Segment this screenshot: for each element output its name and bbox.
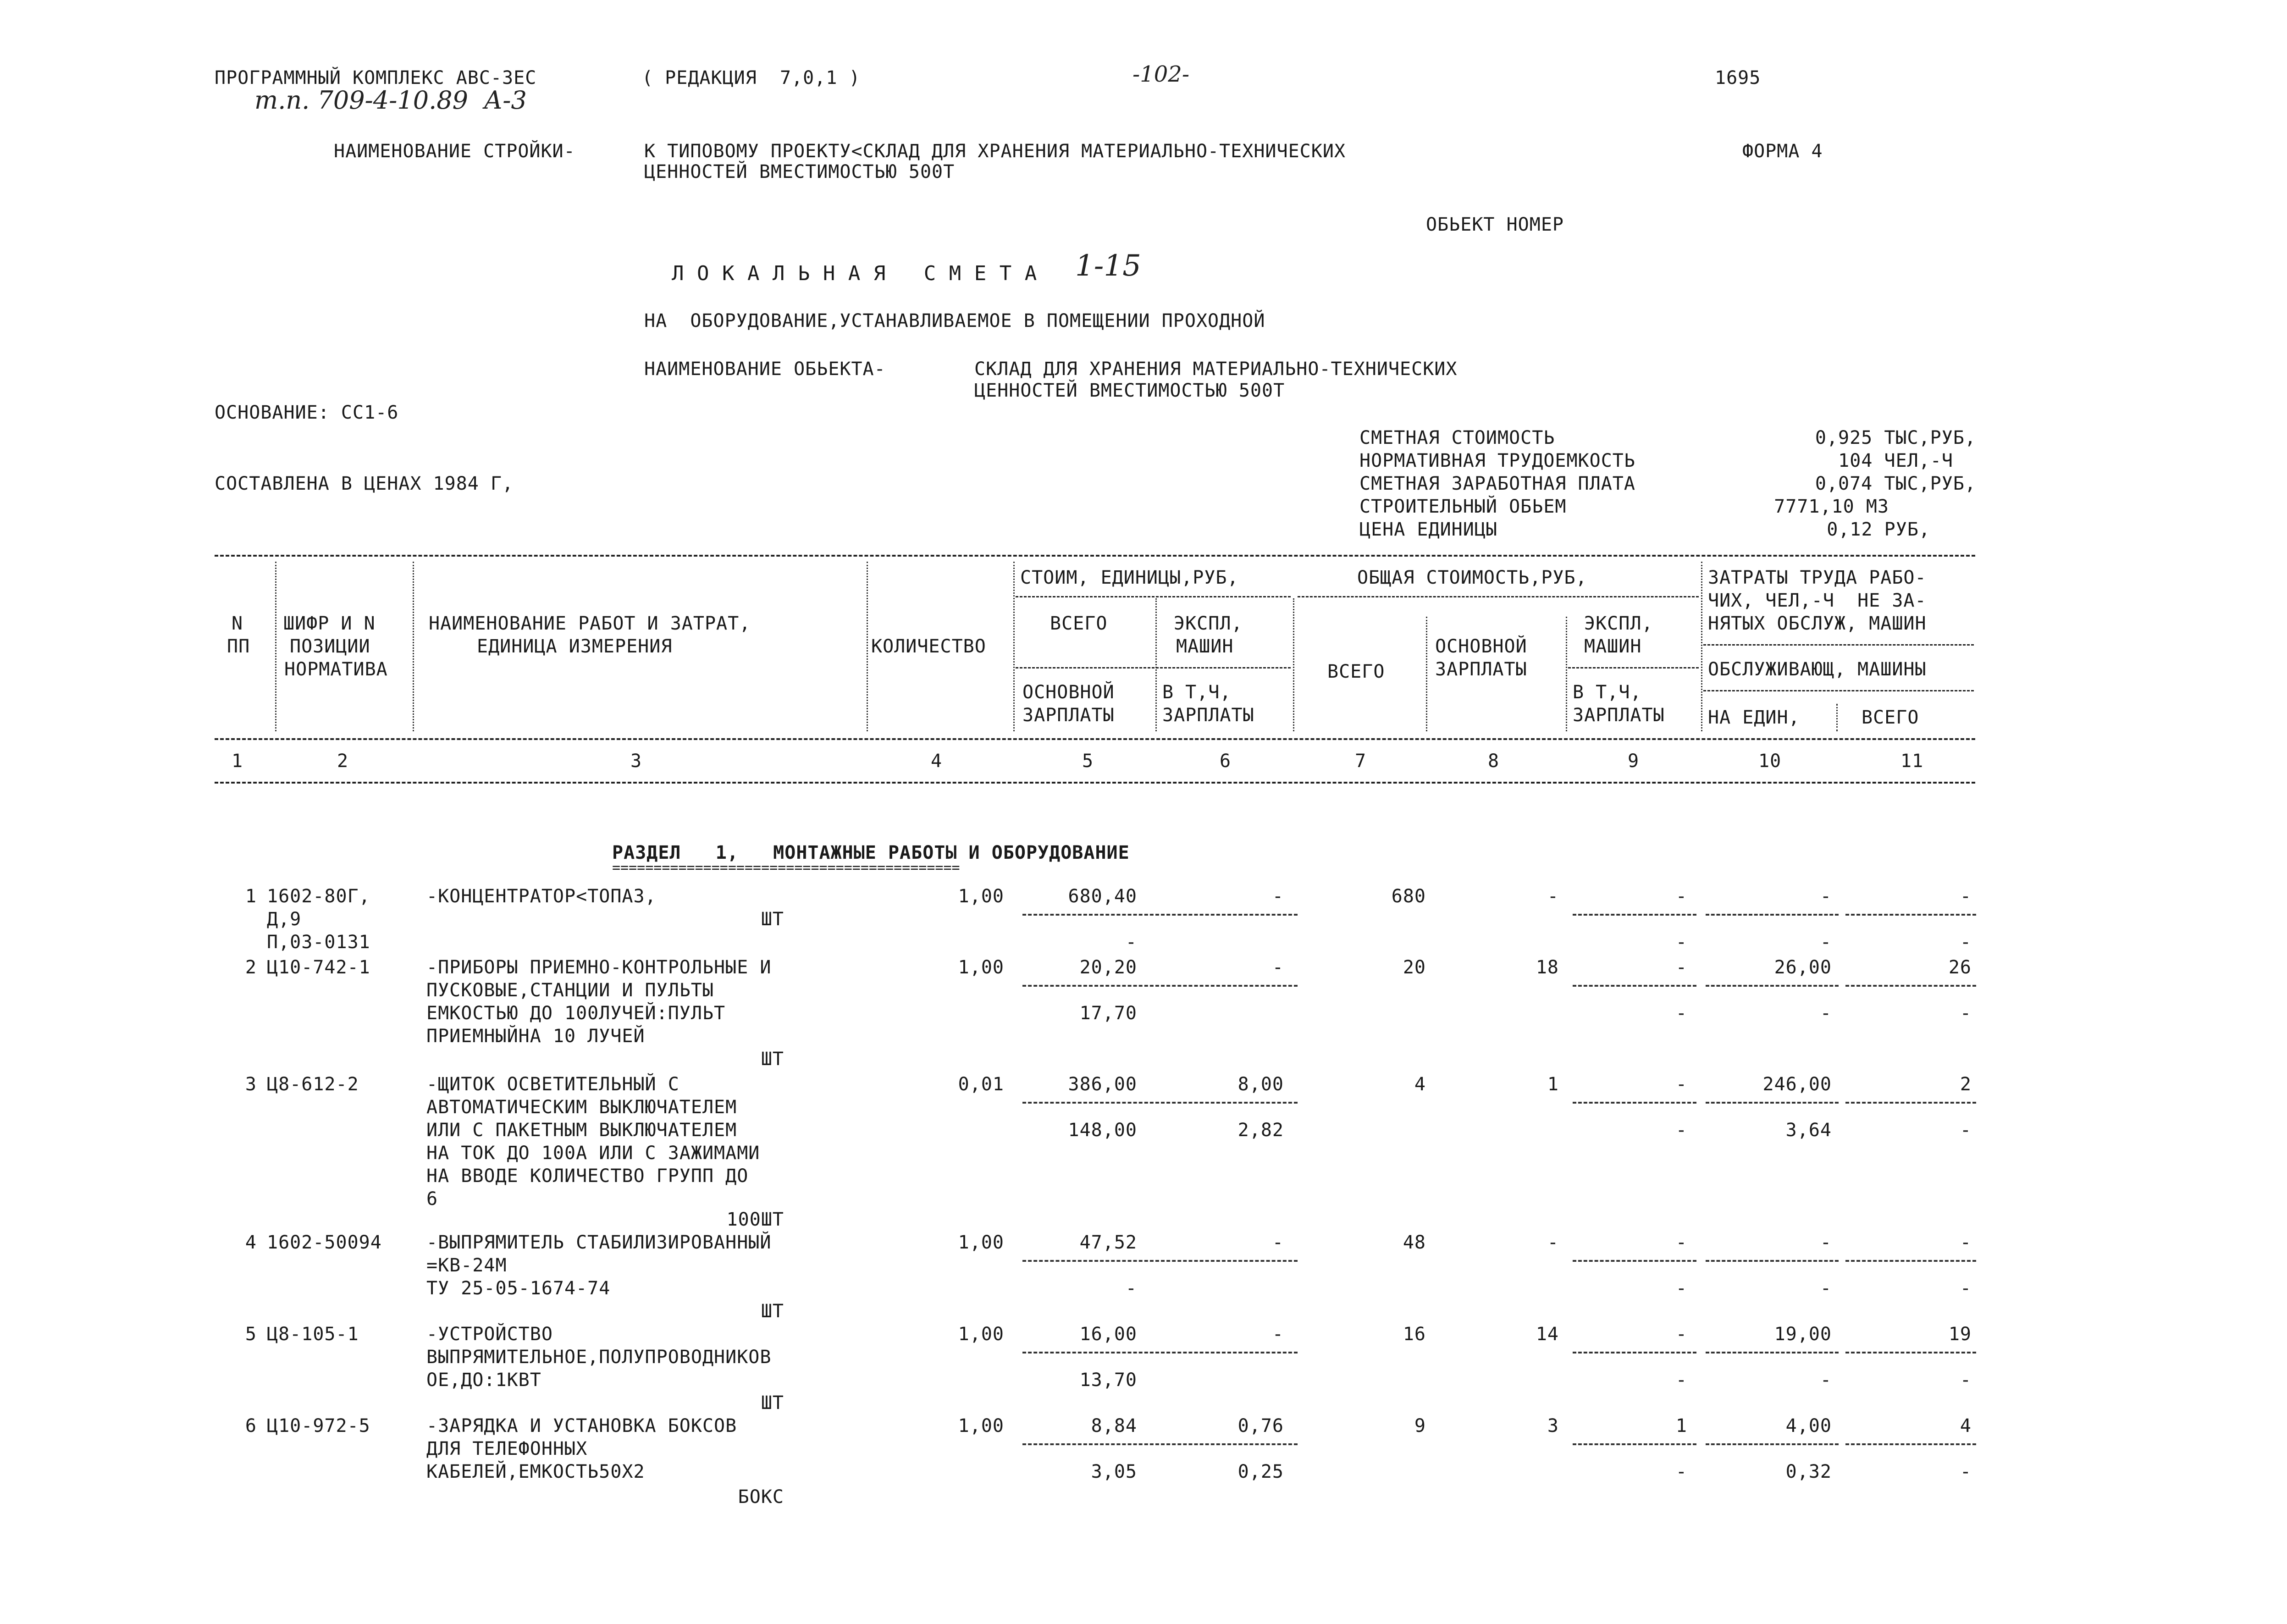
header-quantity: КОЛИЧЕСТВО <box>871 636 986 657</box>
cell-divider-rule <box>1706 914 1839 916</box>
header-total-cost: ОБЩАЯ СТОИМОСТЬ,РУБ, <box>1357 567 1587 588</box>
header-name: ЕДИНИЦА ИЗМЕРЕНИЯ <box>477 636 673 657</box>
header-unit-incl: В Т,Ч, <box>1162 682 1232 703</box>
cell-divider-rule <box>1573 1260 1696 1262</box>
row-name: 6 <box>426 1188 438 1210</box>
summary-value: 7771,10 М3 <box>1774 496 1889 517</box>
header-unit-incl: ЗАРПЛАТЫ <box>1162 705 1254 726</box>
column-number: 5 <box>1082 751 1094 772</box>
row-labor-per-unit: 19,00 <box>1774 1324 1832 1345</box>
summary-label: СТРОИТЕЛЬНЫЙ ОБЬЕМ <box>1359 496 1567 517</box>
row-unit-cost-expl-salary: 0,25 <box>1237 1461 1284 1482</box>
header-code: НОРМАТИВА <box>284 659 388 680</box>
row-total-salary: - <box>1547 1232 1559 1253</box>
row-labor-total: 2 <box>1960 1074 1972 1095</box>
row-labor-per-unit: - <box>1820 886 1832 907</box>
row-labor-machine-per-unit: 0,32 <box>1785 1461 1832 1482</box>
row-name: ДЛЯ ТЕЛЕФОННЫХ <box>426 1438 588 1459</box>
cell-divider-rule <box>1022 914 1298 916</box>
header-unit-expl: ЭКСПЛ, <box>1174 613 1243 634</box>
row-quantity: 1,00 <box>958 1232 1004 1253</box>
header-bottom-rule <box>215 782 1975 784</box>
row-name: ПУСКОВЫЕ,СТАНЦИИ И ПУЛЬТЫ <box>426 980 714 1001</box>
header-total-base-salary: ЗАРПЛАТЫ <box>1435 659 1527 680</box>
row-total-salary: 3 <box>1547 1415 1559 1436</box>
row-code: Ц8-612-2 <box>267 1074 359 1095</box>
row-quantity: 1,00 <box>958 886 1004 907</box>
row-code: Ц10-972-5 <box>267 1415 370 1436</box>
header-labor: ЗАТРАТЫ ТРУДА РАБО- <box>1708 567 1927 588</box>
column-number: 6 <box>1220 751 1232 772</box>
row-labor-machine-total: - <box>1960 1278 1972 1299</box>
row-name: НА ВВОДЕ КОЛИЧЕСТВО ГРУПП ДО <box>426 1166 749 1187</box>
row-name: НА ТОК ДО 100А ИЛИ С ЗАЖИМАМИ <box>426 1143 760 1164</box>
row-unit-cost-salary: - <box>1125 1278 1137 1299</box>
row-code: Д,9 <box>267 909 302 930</box>
row-name: ИЛИ С ПАКЕТНЫМ ВЫКЛЮЧАТЕЛЕМ <box>426 1120 737 1141</box>
row-name: ОЕ,ДО:1КВТ <box>426 1370 541 1391</box>
summary-label: ЦЕНА ЕДИНИЦЫ <box>1359 519 1497 540</box>
rule <box>1568 667 1699 668</box>
header-code: ШИФР И N <box>283 613 376 634</box>
row-labor-per-unit: - <box>1820 1232 1832 1253</box>
row-unit-cost-salary: 148,00 <box>1068 1120 1137 1141</box>
row-labor-machine-per-unit: - <box>1820 1003 1832 1024</box>
summary-label: СМЕТНАЯ ЗАРАБОТНАЯ ПЛАТА <box>1359 473 1635 494</box>
header-labor: ЧИХ, ЧЕЛ,-Ч НЕ ЗА- <box>1708 590 1927 611</box>
column-number: 4 <box>931 751 943 772</box>
section-title: РАЗДЕЛ 1, МОНТАЖНЫЕ РАБОТЫ И ОБОРУДОВАНИЕ <box>612 842 1130 863</box>
header-n: N <box>232 613 243 634</box>
row-unit-cost-expl: - <box>1272 886 1284 907</box>
cell-divider-rule <box>1706 1352 1839 1353</box>
row-code: 1602-80Г, <box>267 886 370 907</box>
object-line-1: СКЛАД ДЛЯ ХРАНЕНИЯ МАТЕРИАЛЬНО-ТЕХНИЧЕСКИХ <box>974 359 1458 380</box>
row-unit-cost-expl: - <box>1272 1232 1284 1253</box>
column-separator <box>1155 598 1157 731</box>
row-name: ЕМКОСТЬЮ ДО 100ЛУЧЕЙ:ПУЛЬТ <box>426 1003 726 1024</box>
header-labor: НЯТЫХ ОБСЛУЖ, МАШИН <box>1708 613 1927 634</box>
row-name: ПРИЕМНЫЙНА 10 ЛУЧЕЙ <box>426 1026 645 1047</box>
row-name: КАБЕЛЕЙ,ЕМКОСТЬ50Х2 <box>426 1461 645 1482</box>
header-unit-expl: МАШИН <box>1176 636 1234 657</box>
row-total-expl-salary: - <box>1675 932 1687 953</box>
header-unit-total: ВСЕГО <box>1050 613 1108 634</box>
row-unit-cost-total: 47,52 <box>1079 1232 1137 1253</box>
row-labor-total: - <box>1960 886 1972 907</box>
header-labor: ОБСЛУЖИВАЮЩ, МАШИНЫ <box>1708 659 1927 680</box>
row-total-cost: 20 <box>1403 957 1426 978</box>
row-total-expl: - <box>1675 886 1687 907</box>
column-separator <box>1013 562 1015 731</box>
column-separator <box>413 562 414 731</box>
row-labor-machine-per-unit: 3,64 <box>1785 1120 1832 1141</box>
row-total-expl-salary: - <box>1675 1003 1687 1024</box>
row-code: П,03-0131 <box>267 932 370 953</box>
row-name: ТУ 25-05-1674-74 <box>426 1278 611 1299</box>
row-unit-cost-salary: 3,05 <box>1091 1461 1137 1482</box>
row-code: 1602-50094 <box>267 1232 382 1253</box>
row-labor-machine-total: - <box>1960 1461 1972 1482</box>
row-labor-machine-total: - <box>1960 1003 1972 1024</box>
row-total-expl-salary: - <box>1675 1120 1687 1141</box>
cell-divider-rule <box>1845 1443 1976 1445</box>
row-labor-machine-per-unit: - <box>1820 1278 1832 1299</box>
column-number: 9 <box>1628 751 1640 772</box>
object-number: ОБЬЕКТ НОМЕР <box>1426 214 1564 235</box>
column-number: 2 <box>337 751 349 772</box>
row-unit-cost-expl: - <box>1272 957 1284 978</box>
row-labor-per-unit: 246,00 <box>1762 1074 1832 1095</box>
column-separator <box>867 562 868 731</box>
column-separator <box>1293 598 1294 731</box>
cell-divider-rule <box>1706 1102 1839 1104</box>
project-code-handwritten: т.п. 709-4-10.89 А-3 <box>254 86 527 115</box>
project-label: НАИМЕНОВАНИЕ СТРОЙКИ- <box>334 141 575 162</box>
project-line-1: К ТИПОВОМУ ПРОЕКТУ<СКЛАД ДЛЯ ХРАНЕНИЯ МАТЕРИАЛЬНО-ТЕХНИЧЕСКИХ <box>644 141 1346 162</box>
row-labor-total: - <box>1960 1232 1972 1253</box>
row-total-salary: 14 <box>1536 1324 1559 1345</box>
section-underline: ========================================== <box>612 860 960 876</box>
object-line-2: ЦЕННОСТЕЙ ВМЕСТИМОСТЬЮ 500Т <box>974 380 1285 401</box>
column-separator <box>1701 562 1702 731</box>
summary-value: 0,12 РУБ, <box>1827 519 1930 540</box>
column-number: 10 <box>1758 751 1782 772</box>
row-unit-cost-expl: - <box>1272 1324 1284 1345</box>
cell-divider-rule <box>1573 1102 1696 1104</box>
header-total-expl: МАШИН <box>1584 636 1642 657</box>
row-labor-total: 19 <box>1948 1324 1972 1345</box>
row-quantity: 1,00 <box>958 1415 1004 1436</box>
estimate-number-handwritten: 1-15 <box>1075 249 1141 283</box>
cell-divider-rule <box>1573 914 1696 916</box>
header-total-base-salary: ОСНОВНОЙ <box>1435 636 1527 657</box>
object-label: НАИМЕНОВАНИЕ ОБЬЕКТА- <box>644 359 886 380</box>
row-unit: 100ШТ <box>726 1209 784 1230</box>
row-unit: ШТ <box>761 1049 784 1070</box>
row-code: Ц10-742-1 <box>267 957 370 978</box>
cell-divider-rule <box>1845 985 1976 987</box>
row-total-cost: 48 <box>1403 1232 1426 1253</box>
cell-divider-rule <box>1706 1260 1839 1262</box>
cell-divider-rule <box>1573 985 1696 987</box>
row-unit-cost-salary: - <box>1125 932 1137 953</box>
project-line-2: ЦЕННОСТЕЙ ВМЕСТИМОСТЬЮ 500Т <box>644 161 955 182</box>
header-top-rule <box>215 555 1975 557</box>
column-separator <box>1566 617 1567 731</box>
row-name: ВЫПРЯМИТЕЛЬНОЕ,ПОЛУПРОВОДНИКОВ <box>426 1347 772 1368</box>
cell-divider-rule <box>1845 1260 1976 1262</box>
row-unit-cost-total: 20,20 <box>1079 957 1137 978</box>
rule <box>1016 667 1291 668</box>
row-total-salary: 18 <box>1536 957 1559 978</box>
row-total-expl: - <box>1675 1074 1687 1095</box>
rule <box>1298 596 1699 597</box>
row-labor-total: 26 <box>1948 957 1972 978</box>
header-pp: ПП <box>227 636 250 657</box>
cell-divider-rule <box>1022 1260 1298 1262</box>
row-name: -ВЫПРЯМИТЕЛЬ СТАБИЛИЗИРОВАННЫЙ <box>426 1232 772 1253</box>
cell-divider-rule <box>1706 985 1839 987</box>
row-quantity: 1,00 <box>958 1324 1004 1345</box>
row-code: Ц8-105-1 <box>267 1324 359 1345</box>
header-total-expl: ЭКСПЛ, <box>1584 613 1653 634</box>
row-unit-cost-total: 8,84 <box>1091 1415 1137 1436</box>
row-total-expl-salary: - <box>1675 1278 1687 1299</box>
row-name: -ЗАРЯДКА И УСТАНОВКА БОКСОВ <box>426 1415 737 1436</box>
cell-divider-rule <box>1845 1102 1976 1104</box>
form-label: ФОРМА 4 <box>1742 141 1823 162</box>
basis: ОСНОВАНИЕ: СС1-6 <box>215 402 399 423</box>
header-total: ВСЕГО <box>1327 661 1385 682</box>
row-quantity: 0,01 <box>958 1074 1004 1095</box>
row-total-expl: - <box>1675 1324 1687 1345</box>
cell-divider-rule <box>1573 1352 1696 1353</box>
column-number: 8 <box>1488 751 1500 772</box>
rule <box>1703 644 1974 646</box>
row-name: -КОНЦЕНТРАТОР<ТОПАЗ, <box>426 886 657 907</box>
cell-divider-rule <box>1573 1443 1696 1445</box>
header-name: НАИМЕНОВАНИЕ РАБОТ И ЗАТРАТ, <box>429 613 751 634</box>
row-unit-cost-expl-salary: 2,82 <box>1237 1120 1284 1141</box>
cell-divider-rule <box>1706 1443 1839 1445</box>
row-name: -УСТРОЙСТВО <box>426 1324 553 1345</box>
row-unit-cost-total: 16,00 <box>1079 1324 1137 1345</box>
row-total-expl-salary: - <box>1675 1370 1687 1391</box>
sheet-number: 1695 <box>1715 67 1761 88</box>
row-name: =КВ-24М <box>426 1255 507 1276</box>
row-total-expl: - <box>1675 957 1687 978</box>
document-title: Л О К А Л Ь Н А Я С М Е Т А <box>672 262 1038 285</box>
summary-value: 0,925 ТЫС,РУБ, <box>1815 427 1976 448</box>
header-total-incl: В Т,Ч, <box>1573 682 1642 703</box>
cell-divider-rule <box>1022 985 1298 987</box>
row-labor-machine-total: - <box>1960 1370 1972 1391</box>
row-unit: ШТ <box>761 1301 784 1322</box>
header-unit-base-salary: ЗАРПЛАТЫ <box>1022 705 1115 726</box>
row-labor-machine-per-unit: - <box>1820 1370 1832 1391</box>
summary-label: НОРМАТИВНАЯ ТРУДОЕМКОСТЬ <box>1359 450 1635 471</box>
page-number-handwritten: -102- <box>1132 61 1190 87</box>
row-unit-cost-total: 386,00 <box>1068 1074 1137 1095</box>
row-unit-cost-expl: 8,00 <box>1237 1074 1284 1095</box>
row-unit-cost-expl: 0,76 <box>1237 1415 1284 1436</box>
row-number: 6 <box>245 1415 257 1436</box>
header-code: ПОЗИЦИИ <box>290 636 370 657</box>
summary-value: 0,074 ТЫС,РУБ, <box>1815 473 1976 494</box>
row-total-expl-salary: - <box>1675 1461 1687 1482</box>
row-name: -ПРИБОРЫ ПРИЕМНО-КОНТРОЛЬНЫЕ И <box>426 957 772 978</box>
cell-divider-rule <box>1845 914 1976 916</box>
row-number: 5 <box>245 1324 257 1345</box>
price-level: СОСТАВЛЕНА В ЦЕНАХ 1984 Г, <box>215 473 514 494</box>
row-total-expl: - <box>1675 1232 1687 1253</box>
row-name: АВТОМАТИЧЕСКИМ ВЫКЛЮЧАТЕЛЕМ <box>426 1097 737 1118</box>
row-total-salary: 1 <box>1547 1074 1559 1095</box>
row-number: 1 <box>245 886 257 907</box>
row-name: -ЩИТОК ОСВЕТИТЕЛЬНЫЙ С <box>426 1074 679 1095</box>
cell-divider-rule <box>1022 1102 1298 1104</box>
cell-divider-rule <box>1022 1443 1298 1445</box>
header-per-unit: НА ЕДИН, <box>1708 707 1800 728</box>
column-number: 1 <box>232 751 243 772</box>
row-number: 4 <box>245 1232 257 1253</box>
row-total-expl: 1 <box>1675 1415 1687 1436</box>
row-unit: ШТ <box>761 909 784 930</box>
cell-divider-rule <box>1845 1352 1976 1353</box>
row-total-cost: 4 <box>1414 1074 1426 1095</box>
document-subtitle: НА ОБОРУДОВАНИЕ,УСТАНАВЛИВАЕМОЕ В ПОМЕЩЕНИИ ПРОХОДНОЙ <box>644 310 1265 331</box>
row-labor-machine-total: - <box>1960 1120 1972 1141</box>
row-number: 2 <box>245 957 257 978</box>
header-mid-rule <box>215 738 1975 740</box>
row-number: 3 <box>245 1074 257 1095</box>
row-total-cost: 680 <box>1391 886 1426 907</box>
row-labor-total: 4 <box>1960 1415 1972 1436</box>
cell-divider-rule <box>1022 1352 1298 1353</box>
column-number: 7 <box>1355 751 1367 772</box>
summary-label: СМЕТНАЯ СТОИМОСТЬ <box>1359 427 1555 448</box>
row-unit: БОКС <box>738 1486 784 1508</box>
row-labor-machine-total: - <box>1960 932 1972 953</box>
row-unit: ШТ <box>761 1392 784 1414</box>
row-total-cost: 16 <box>1403 1324 1426 1345</box>
header-all: ВСЕГО <box>1862 707 1919 728</box>
row-labor-machine-per-unit: - <box>1820 932 1832 953</box>
row-labor-per-unit: 4,00 <box>1785 1415 1832 1436</box>
column-separator <box>1426 617 1427 731</box>
row-total-cost: 9 <box>1414 1415 1426 1436</box>
column-number: 3 <box>630 751 642 772</box>
row-unit-cost-salary: 17,70 <box>1079 1003 1137 1024</box>
summary-value: 104 ЧЕЛ,-Ч <box>1838 450 1953 471</box>
header-unit-base-salary: ОСНОВНОЙ <box>1022 682 1115 703</box>
row-unit-cost-total: 680,40 <box>1068 886 1137 907</box>
edition: ( РЕДАКЦИЯ 7,0,1 ) <box>642 67 861 88</box>
row-unit-cost-salary: 13,70 <box>1079 1370 1137 1391</box>
rule <box>1016 596 1291 597</box>
column-separator <box>1836 704 1838 731</box>
header-total-incl: ЗАРПЛАТЫ <box>1573 705 1665 726</box>
column-separator <box>275 562 276 731</box>
column-number: 11 <box>1900 751 1924 772</box>
row-quantity: 1,00 <box>958 957 1004 978</box>
row-total-salary: - <box>1547 886 1559 907</box>
header-unit-cost: СТОИМ, ЕДИНИЦЫ,РУБ, <box>1020 567 1239 588</box>
rule <box>1703 690 1974 691</box>
row-labor-per-unit: 26,00 <box>1774 957 1832 978</box>
program-name: ПРОГРАММНЫЙ КОМПЛЕКС АВС-3ЕС <box>215 67 537 88</box>
